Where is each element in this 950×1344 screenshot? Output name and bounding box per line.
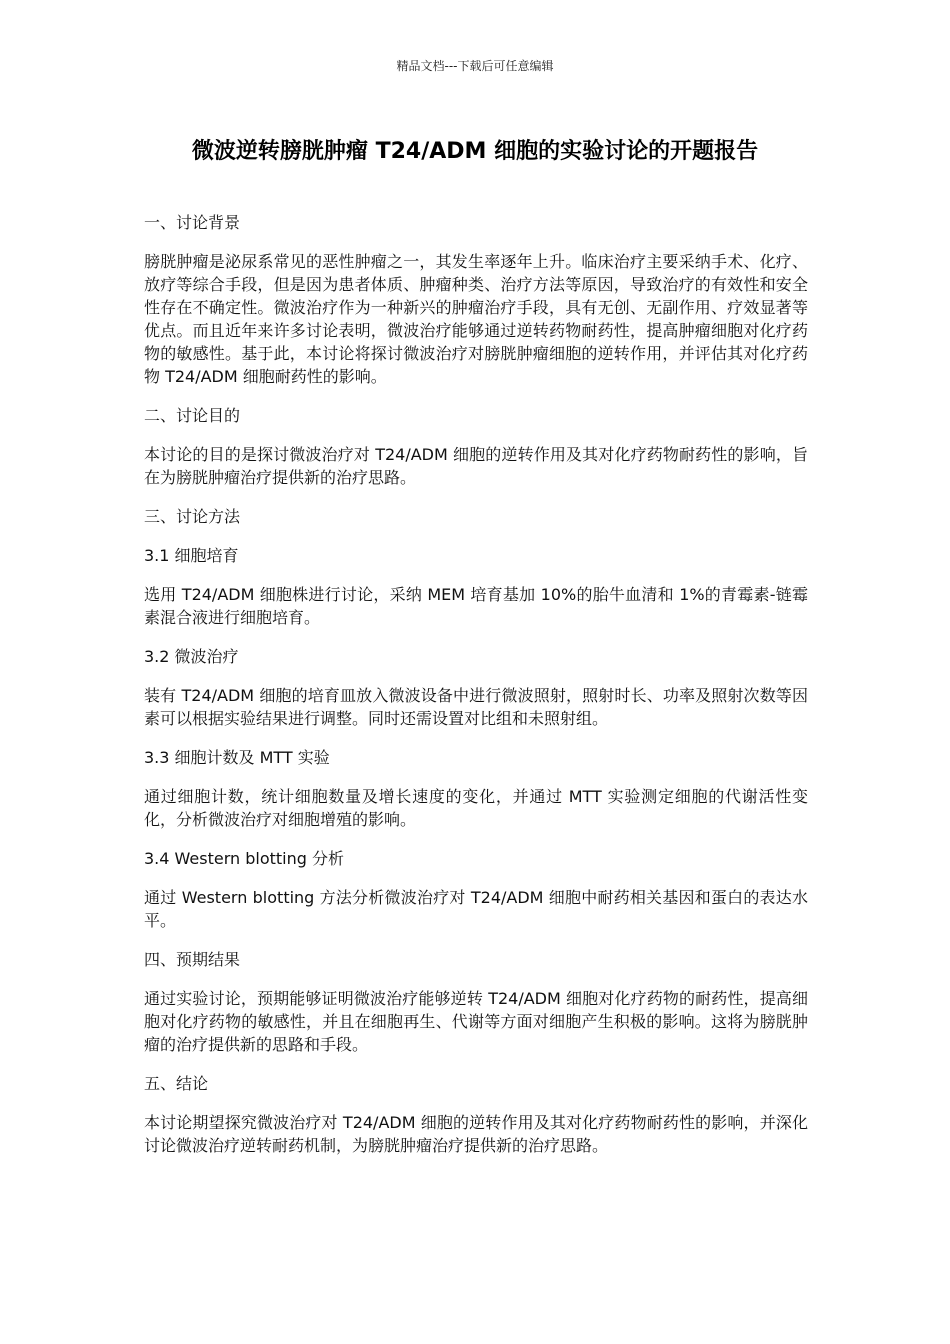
section-heading-purpose: 二、讨论目的 [144, 406, 241, 425]
subsection-text-mtt: 通过细胞计数，统计细胞数量及增长速度的变化，并通过 MTT 实验测定细胞的代谢活性变化，分析微波治疗对细胞增殖的影响。 [144, 787, 808, 829]
subsection-heading-western-blot: 3.4 Western blotting 分析 [144, 849, 345, 868]
document-title: 微波逆转膀胱肿瘤 T24/ADM 细胞的实验讨论的开题报告 [191, 139, 759, 164]
subsection-text-microwave: 装有 T24/ADM 细胞的培育皿放入微波设备中进行微波照射，照射时长、功率及照射次数等因素可以根据实验结果进行调整。同时还需设置对比组和未照射组。 [144, 686, 808, 728]
document-body [144, 211, 808, 1173]
section-heading-results: 四、预期结果 [144, 950, 241, 969]
subsection-text-cell-culture: 选用 T24/ADM 细胞株进行讨论，采纳 MEM 培育基加 10%的胎牛血清和 1%的青霉素-链霉素混合液进行细胞培育。 [144, 585, 808, 627]
section-text-background: 膀胱肿瘤是泌尿系常见的恶性肿瘤之一，其发生率逐年上升。临床治疗主要采纳手术、化疗、放疗等综合手段，但是因为患者体质、肿瘤种类、治疗方法等原因，导致治疗的有效性和安全性存在不确定性。微波治疗作为一种新兴的肿瘤治疗手段，具有无创、无副作用、疗效显著等优点。而且近年来许多讨论表明，微波治疗能够通过逆转药物耐药性，提高肿瘤细胞对化疗药物的敏感性。基于此，本讨论将探讨微波治疗对膀胱肿瘤细胞的逆转作用，并评估其对化疗药物 T24/ADM 细胞耐药性的影响。 [144, 252, 808, 386]
subsection-heading-cell-culture: 3.1 细胞培育 [144, 546, 239, 565]
section-text-results: 通过实验讨论，预期能够证明微波治疗能够逆转 T24/ADM 细胞对化疗药物的耐药性，提高细胞对化疗药物的敏感性，并且在细胞再生、代谢等方面对细胞产生积极的影响。这将为膀胱肿瘤的治疗提供新的思路和手段。 [144, 989, 808, 1054]
section-heading-background: 一、讨论背景 [144, 213, 241, 232]
subsection-heading-mtt: 3.3 细胞计数及 MTT 实验 [144, 748, 330, 767]
subsection-heading-microwave: 3.2 微波治疗 [144, 647, 239, 666]
section-text-purpose: 本讨论的目的是探讨微波治疗对 T24/ADM 细胞的逆转作用及其对化疗药物耐药性的影响，旨在为膀胱肿瘤治疗提供新的治疗思路。 [144, 445, 808, 487]
subsection-text-western-blot: 通过 Western blotting 方法分析微波治疗对 T24/ADM 细胞中耐药相关基因和蛋白的表达水平。 [144, 888, 808, 930]
header-note: 精品文档---下载后可任意编辑 [396, 59, 554, 73]
section-text-conclusion: 本讨论期望探究微波治疗对 T24/ADM 细胞的逆转作用及其对化疗药物耐药性的影响，并深化讨论微波治疗逆转耐药机制，为膀胱肿瘤治疗提供新的治疗思路。 [144, 1113, 808, 1155]
section-heading-conclusion: 五、结论 [144, 1074, 209, 1093]
section-heading-method: 三、讨论方法 [144, 507, 241, 526]
